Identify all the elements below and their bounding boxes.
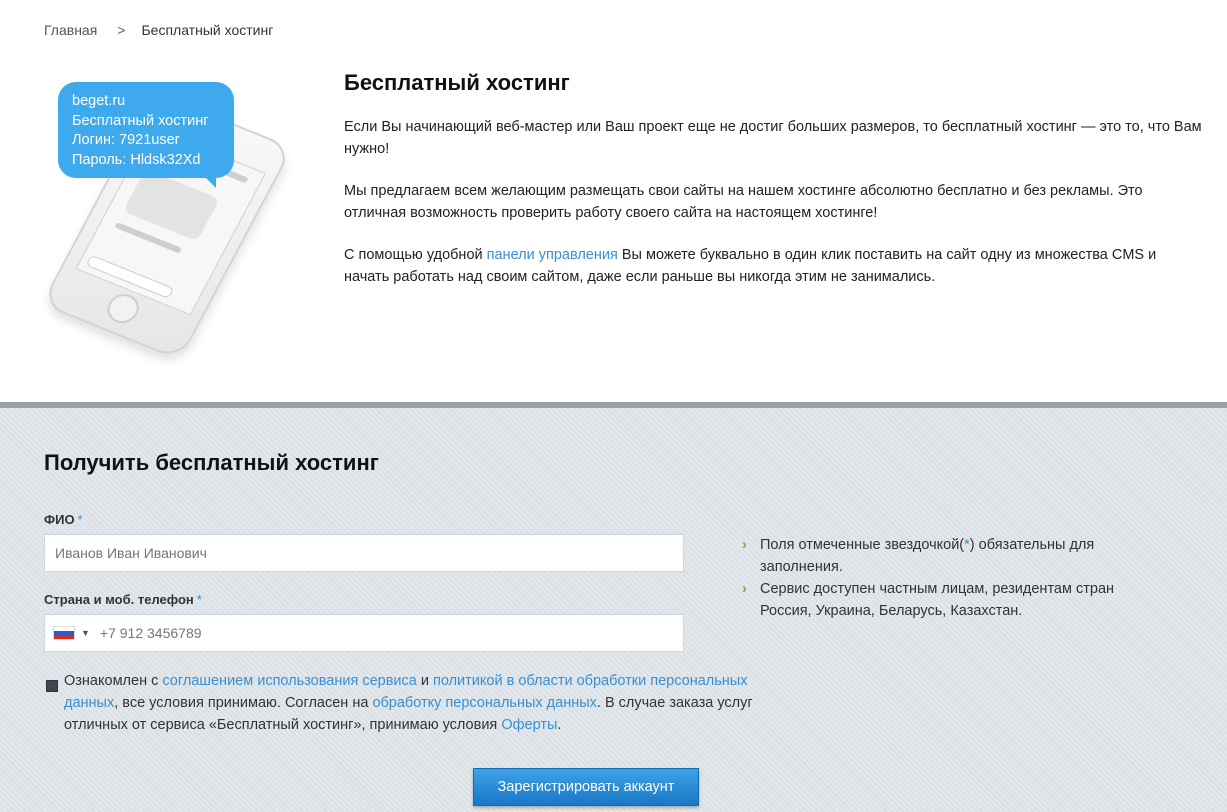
offer-link[interactable]: Оферты — [501, 717, 558, 733]
register-account-button[interactable]: Зарегистрировать аккаунт — [473, 768, 699, 806]
breadcrumb-home-link[interactable]: Главная — [44, 22, 98, 38]
text-fragment: , все условия принимаю. Согласен на — [114, 695, 373, 711]
phone-illustration — [56, 76, 316, 326]
breadcrumb — [44, 22, 273, 38]
note-required-fields — [742, 534, 1142, 578]
intro-paragraph-2: Мы предлагаем всем желающим размещать свои сайты на нашем хостинге абсолютно бесплатно и без рекламы. Это отличная возможность проверить работу своего сайта на настоящем хостинге! — [344, 183, 1143, 221]
breadcrumb-current: Бесплатный хостинг — [141, 22, 274, 38]
text-fragment: Сервис доступен частным лицам, резидентам стран Россия, Украина, Беларусь, Казахстан. — [760, 581, 1115, 619]
screen-input — [85, 255, 174, 299]
home-button-icon — [102, 290, 144, 328]
privacy-policy-link[interactable]: политикой в области обработки персональных данных — [64, 673, 748, 711]
required-star: * — [77, 512, 83, 527]
form-title: Получить бесплатный хостинг — [44, 450, 379, 475]
text-fragment: и — [416, 673, 433, 689]
agreement-checkbox[interactable] — [46, 680, 58, 692]
service-agreement-link[interactable]: соглашением использования сервиса — [162, 673, 417, 689]
phone-label-text: Страна и моб. телефон — [44, 592, 194, 607]
page-title: Бесплатный хостинг — [344, 70, 570, 95]
sms-bubble — [58, 82, 234, 178]
intro-section — [0, 0, 1227, 402]
sms-line: Логин: 7921user — [72, 132, 180, 148]
agreement-text — [64, 670, 764, 736]
agreement-block — [44, 670, 764, 736]
text-fragment: Вы можете буквально в один клик поставить на сайт одну из множества CMS и начать работать над своим сайтом, даже если раньше вы никогда этим не занимались. — [344, 247, 1157, 285]
text-fragment: ) обязательны для заполнения. — [760, 537, 1095, 575]
breadcrumb-chevron-icon: > — [117, 22, 126, 38]
russia-flag-icon[interactable] — [53, 626, 75, 640]
personal-data-processing-link[interactable]: обработку персональных данных — [372, 695, 597, 711]
name-label-text: ФИО — [44, 512, 75, 527]
chevron-right-icon: › — [742, 537, 747, 553]
intro-content — [344, 70, 1204, 308]
sms-line: Пароль: Hldsk32Xd — [72, 151, 201, 168]
text-fragment: С помощью удобной — [344, 247, 487, 263]
note-availability — [742, 578, 1142, 622]
text-fragment: . — [557, 717, 562, 733]
chevron-right-icon: › — [742, 581, 747, 597]
name-label — [44, 512, 83, 527]
form-notes — [742, 534, 1142, 622]
registration-section — [0, 402, 1227, 812]
caret-down-icon[interactable]: ▼ — [81, 628, 90, 638]
sms-line: Бесплатный хостинг — [72, 112, 209, 129]
text-fragment: Поля отмеченные звездочкой( — [760, 537, 965, 553]
sms-line: beget.ru — [72, 93, 126, 109]
control-panel-link[interactable]: панели управления — [486, 247, 618, 263]
phone-label — [44, 592, 202, 607]
text-fragment: Ознакомлен с — [64, 673, 163, 689]
intro-paragraph-3 — [344, 244, 1204, 288]
phone-input[interactable] — [100, 625, 600, 641]
required-star: * — [196, 592, 202, 607]
name-input[interactable] — [44, 534, 684, 572]
required-star: * — [964, 537, 970, 553]
text-fragment: . В случае заказа услуг отличных от сервиса «Бесплатный хостинг», принимаю условия — [64, 695, 753, 733]
intro-paragraph-1: Если Вы начинающий веб-мастер или Ваш проект еще не достиг больших размеров, то бесплатный хостинг — это то, что Вам нужно! — [344, 119, 1202, 157]
phone-field — [44, 614, 684, 652]
